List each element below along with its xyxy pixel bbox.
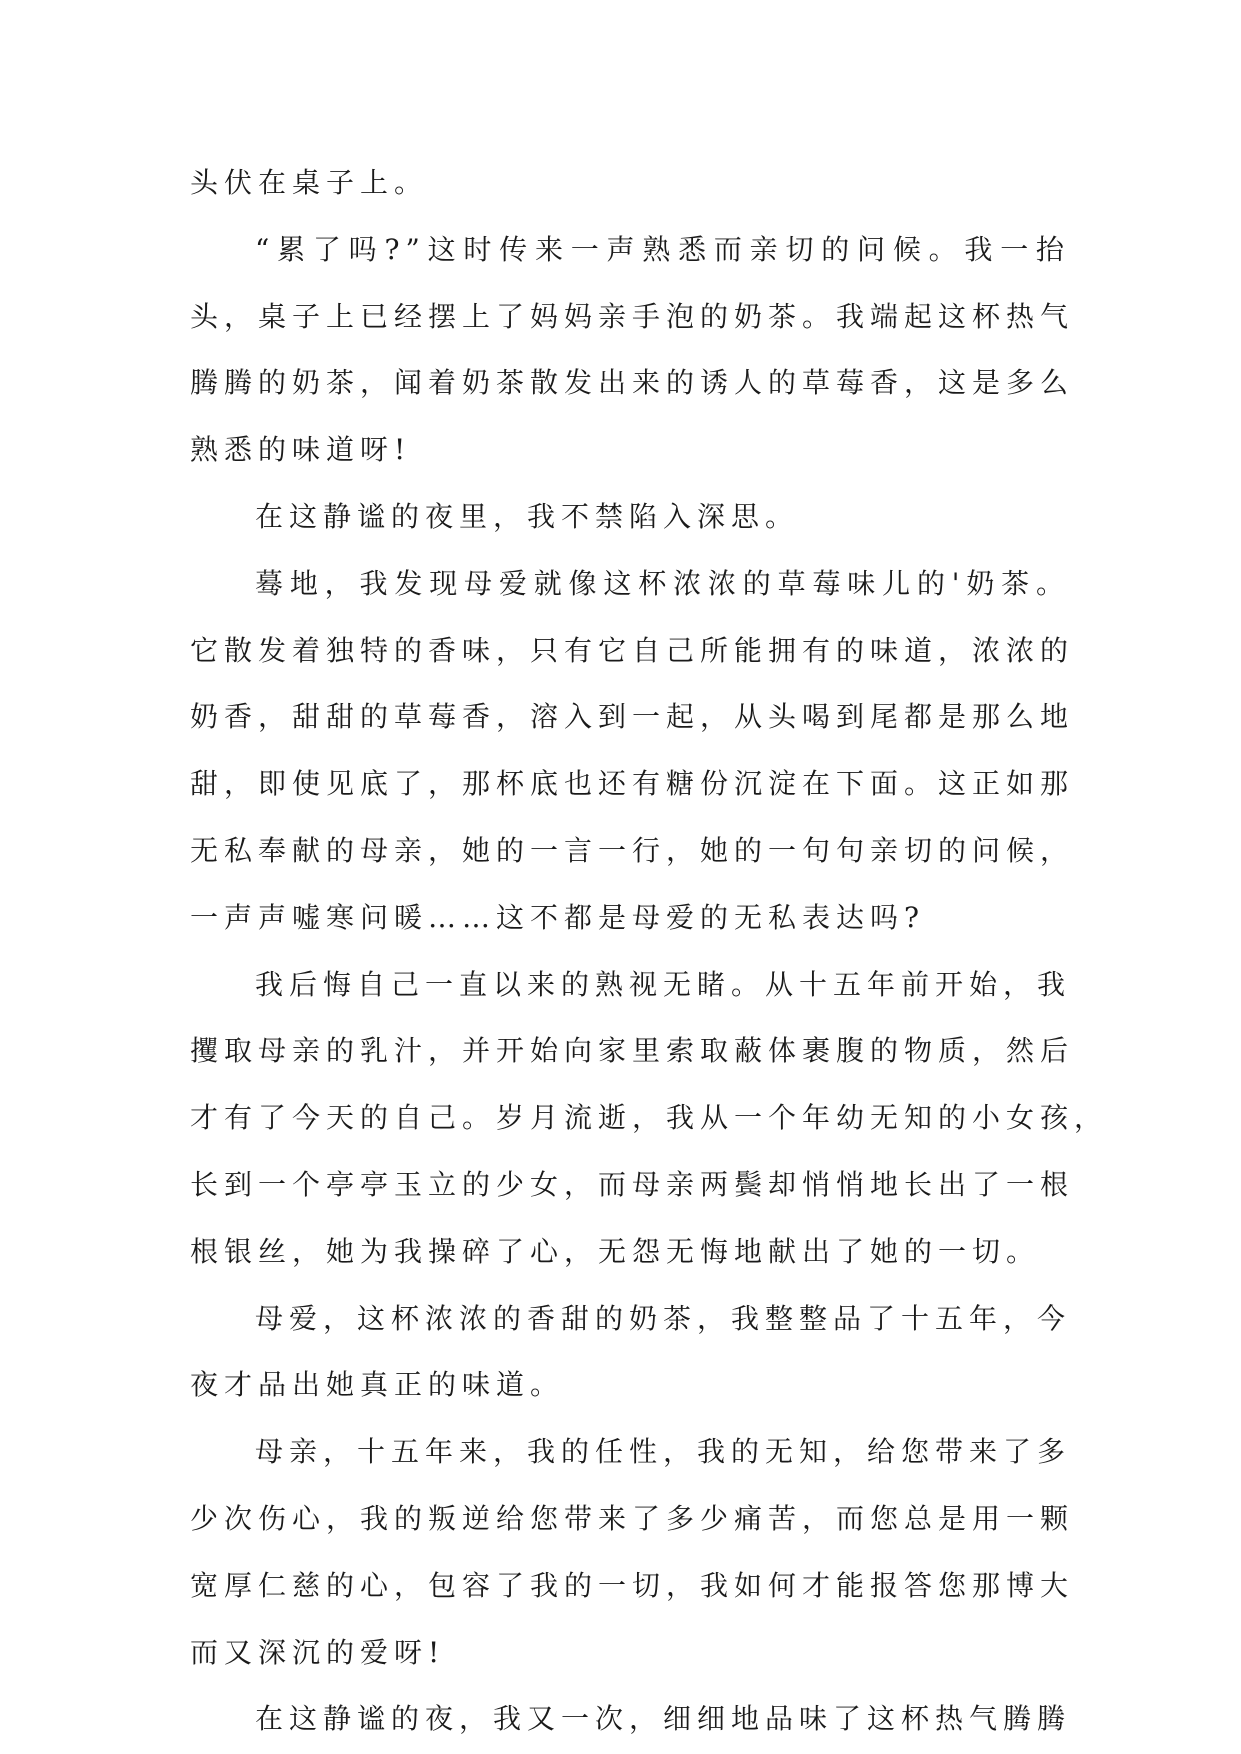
article-body [190,150,1109,1753]
text-line: 熟悉的味道呀! [190,433,412,467]
text-line: 甜，即使见底了，那杯底也还有糖份沉淀在下面。这正如那 [190,767,1075,801]
text-line: 在这静谧的夜，我又一次，细细地品味了这杯热气腾腾 [255,1702,1072,1736]
text-line: 夜才品出她真正的味道。 [190,1368,565,1402]
text-line: 奶香，甜甜的草莓香，溶入到一起，从头喝到尾都是那么地 [190,700,1075,734]
text-line: 长到一个亭亭玉立的少女，而母亲两鬓却悄悄地长出了一根 [190,1167,1075,1201]
text-line: 头，桌子上已经摆上了妈妈亲手泡的奶茶。我端起这杯热气 [190,299,1075,333]
text-line: “累了吗?”这时传来一声熟悉而亲切的问候。我一抬 [255,232,1070,266]
text-line: 根银丝，她为我操碎了心，无怨无悔地献出了她的一切。 [190,1234,1041,1268]
text-line: 母亲，十五年来，我的任性，我的无知，给您带来了多 [255,1435,1072,1469]
text-line: 攫取母亲的乳汁，并开始向家里索取蔽体裹腹的物质，然后 [190,1034,1075,1068]
text-line: 腾腾的奶茶，闻着奶茶散发出来的诱人的草莓香，这是多么 [190,366,1075,400]
text-line: 我后悔自己一直以来的熟视无睹。从十五年前开始，我 [255,967,1072,1001]
text-line: 宽厚仁慈的心，包容了我的一切，我如何才能报答您那博大 [190,1568,1075,1602]
text-line: 在这静谧的夜里，我不禁陷入深思。 [255,499,800,533]
text-line: 少次伤心，我的叛逆给您带来了多少痛苦，而您总是用一颗 [190,1501,1075,1535]
text-line: 母爱，这杯浓浓的香甜的奶茶，我整整品了十五年，今 [255,1301,1072,1335]
text-line: 才有了今天的自己。岁月流逝，我从一个年幼无知的小女孩， [190,1101,1109,1135]
text-line: 无私奉献的母亲，她的一言一行，她的一句句亲切的问候， [190,833,1075,867]
text-line: 而又深沉的爱呀! [190,1635,446,1669]
text-line: 蓦地，我发现母爱就像这杯浓浓的草莓味儿的'奶茶。 [255,566,1070,600]
text-line: 一声声嘘寒问暖……这不都是母爱的无私表达吗? [190,900,926,934]
text-line: 头伏在桌子上。 [190,166,429,199]
text-line: 它散发着独特的香味，只有它自己所能拥有的味道，浓浓的 [190,633,1075,667]
